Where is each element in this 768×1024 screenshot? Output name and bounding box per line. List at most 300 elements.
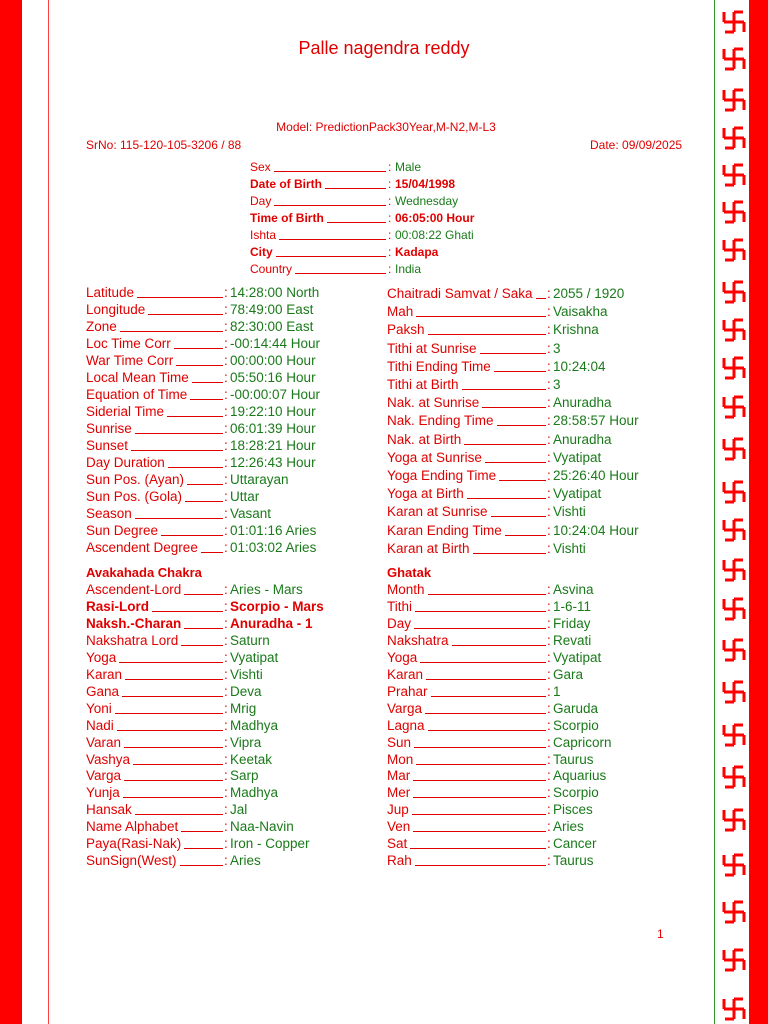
separator: :: [224, 523, 228, 538]
separator: :: [224, 802, 228, 818]
leader-line: [327, 222, 386, 223]
separator: :: [547, 768, 551, 784]
leader-line: [412, 814, 546, 815]
leader-line: [119, 662, 223, 663]
separator: :: [547, 819, 551, 835]
leader-line: [192, 382, 223, 383]
birth-detail-value: India: [395, 262, 422, 276]
row-label: Mar: [387, 768, 411, 784]
leader-line: [187, 484, 223, 485]
leader-line: [467, 498, 546, 499]
row-value: 3: [553, 340, 561, 356]
separator: :: [224, 615, 228, 631]
row-value: Uttarayan: [230, 472, 289, 487]
row-label: Rasi-Lord: [86, 598, 150, 614]
row-value: Vishti: [230, 666, 263, 682]
leader-line: [117, 730, 223, 731]
row-label: War Time Corr: [86, 353, 174, 368]
leader-line: [180, 865, 223, 866]
leader-line: [428, 730, 546, 731]
swastika-icon: [722, 356, 746, 380]
leader-line: [428, 334, 546, 335]
leader-line: [161, 535, 223, 536]
separator: :: [547, 598, 551, 614]
swastika-icon: [722, 853, 746, 877]
row-value: Vyatipat: [553, 649, 602, 665]
row-label: Longitude: [86, 302, 146, 317]
swastika-icon: [722, 765, 746, 789]
row-label: Karan: [387, 666, 424, 682]
swastika-icon: [722, 558, 746, 582]
row-label: Yoga Ending Time: [387, 468, 497, 483]
row-value: Madhya: [230, 717, 279, 733]
leader-line: [124, 747, 223, 748]
separator: :: [547, 522, 551, 538]
row-value: Naa-Navin: [230, 819, 294, 835]
swastika-icon: [722, 723, 746, 747]
separator: :: [547, 717, 551, 733]
row-value: Gara: [553, 666, 584, 682]
row-value: Vipra: [230, 734, 262, 750]
row-label: Varga: [387, 700, 423, 716]
row-label: Nak. at Birth: [387, 431, 462, 447]
leader-line: [452, 645, 546, 646]
leader-line: [135, 433, 223, 434]
serial-number: SrNo: 115-120-105-3206 / 88: [86, 138, 242, 152]
row-value: 28:58:57 Hour: [553, 413, 639, 429]
separator: :: [547, 322, 551, 338]
leader-line: [115, 713, 223, 714]
row-label: Tithi Ending Time: [387, 358, 491, 374]
row-label: Ascendent-Lord: [86, 582, 182, 597]
row-value: Deva: [230, 683, 262, 699]
separator: :: [547, 649, 551, 665]
ghatak-heading: Ghatak: [387, 565, 432, 580]
swastika-icon: [722, 808, 746, 832]
separator: :: [224, 734, 228, 750]
separator: :: [224, 438, 228, 453]
separator: :: [224, 455, 228, 470]
row-value: Pisces: [553, 802, 593, 818]
row-label: Sun Degree: [86, 523, 159, 538]
row-label: Paya(Rasi-Nak): [86, 836, 182, 852]
swastika-icon: [722, 437, 746, 461]
leader-line: [181, 645, 223, 646]
leader-line: [413, 797, 546, 798]
leader-line: [133, 764, 223, 765]
row-value: Taurus: [553, 751, 594, 767]
separator: :: [224, 319, 228, 334]
separator: :: [547, 358, 551, 374]
row-value: 01:01:16 Aries: [230, 523, 317, 538]
swastika-icon: [722, 900, 746, 924]
separator: :: [224, 751, 228, 767]
row-label: Varga: [86, 768, 122, 784]
row-label: Rah: [387, 853, 412, 869]
row-label: SunSign(West): [86, 853, 177, 869]
birth-detail-label: Country: [250, 262, 293, 276]
separator: :: [224, 836, 228, 852]
separator: :: [547, 836, 551, 852]
row-label: Karan: [86, 666, 123, 682]
report-date: Date: 09/09/2025: [590, 138, 683, 152]
row-value: 1: [553, 683, 561, 699]
row-value: Vishti: [553, 540, 586, 556]
leader-line: [184, 594, 223, 595]
separator: :: [547, 666, 551, 682]
separator: :: [224, 421, 228, 436]
row-label: Hansak: [86, 802, 132, 818]
separator: :: [547, 540, 551, 556]
separator: :: [547, 615, 551, 631]
separator: :: [224, 666, 228, 682]
birth-detail-value: 00:08:22 Ghati: [395, 228, 474, 242]
right-red-border: [749, 0, 768, 1024]
row-value: Asvina: [553, 582, 594, 597]
separator: :: [547, 377, 551, 392]
row-value: Anuradha: [553, 431, 612, 447]
separator: :: [388, 194, 392, 208]
swastika-icon: [722, 680, 746, 704]
row-label: Sun: [387, 734, 412, 750]
leader-line: [137, 297, 223, 298]
birth-detail-label: City: [250, 245, 273, 259]
leader-line: [413, 780, 546, 781]
separator: :: [547, 340, 551, 356]
row-label: Mer: [387, 785, 411, 801]
row-value: -00:14:44 Hour: [230, 336, 321, 351]
leader-line: [414, 747, 546, 748]
row-label: Karan Ending Time: [387, 522, 502, 538]
row-value: Aries: [230, 853, 261, 869]
leader-line: [120, 331, 223, 332]
row-label: Naksh.-Charan: [86, 615, 182, 631]
separator: :: [547, 700, 551, 716]
leader-line: [124, 780, 223, 781]
separator: :: [224, 336, 228, 351]
row-label: Karan at Sunrise: [387, 504, 488, 520]
row-label: Mon: [387, 751, 414, 767]
row-value: Madhya: [230, 785, 279, 801]
row-value: Garuda: [553, 700, 599, 716]
separator: :: [388, 228, 392, 242]
swastika-icon: [722, 638, 746, 662]
separator: :: [224, 404, 228, 419]
page-title: Palle nagendra reddy: [298, 38, 470, 58]
border-symbol-column: [722, 0, 748, 1024]
leader-line: [131, 450, 223, 451]
row-label: Chaitradi Samvat / Saka: [387, 286, 533, 301]
separator: :: [224, 370, 228, 385]
swastika-icon: [722, 88, 746, 112]
separator: :: [547, 431, 551, 447]
leader-line: [485, 462, 546, 463]
row-value: 10:24:04: [553, 358, 606, 374]
leader-line: [473, 553, 546, 554]
separator: :: [388, 262, 392, 276]
row-label: Vashya: [86, 751, 131, 767]
row-value: Scorpio: [553, 717, 599, 733]
row-label: Nakshatra: [387, 632, 449, 648]
birth-detail-value: Male: [395, 160, 422, 174]
row-value: 01:03:02 Aries: [230, 540, 317, 555]
row-value: 1-6-11: [553, 598, 592, 614]
separator: :: [224, 489, 228, 504]
separator: :: [224, 717, 228, 733]
row-value: Aquarius: [553, 768, 607, 784]
separator: :: [224, 506, 228, 521]
row-value: 78:49:00 East: [230, 302, 314, 317]
row-label: Varan: [86, 734, 122, 750]
left-margin-line: [48, 0, 49, 1024]
row-value: Uttar: [230, 489, 260, 504]
row-value: Mrig: [230, 700, 257, 716]
leader-line: [181, 831, 223, 832]
row-label: Sunset: [86, 438, 129, 453]
birth-detail-value: 15/04/1998: [395, 177, 456, 191]
row-label: Prahar: [387, 683, 428, 699]
avakahada-heading: Avakahada Chakra: [86, 565, 202, 580]
row-label: Day Duration: [86, 455, 165, 470]
birth-detail-label: Sex: [250, 160, 271, 174]
row-value: Anuradha - 1: [230, 615, 313, 631]
leader-line: [415, 611, 546, 612]
leader-line: [167, 416, 223, 417]
swastika-icon: [722, 518, 746, 542]
row-label: Latitude: [86, 285, 135, 300]
leader-line: [274, 205, 386, 206]
birth-detail-value: Wednesday: [395, 194, 459, 208]
leader-line: [185, 501, 223, 502]
row-value: Scorpio: [553, 785, 599, 801]
row-value: Vishti: [553, 504, 586, 520]
leader-line: [505, 535, 546, 536]
leader-line: [494, 371, 546, 372]
row-value: Vaisakha: [553, 304, 608, 320]
row-value: Iron - Copper: [230, 836, 310, 852]
separator: :: [224, 853, 228, 869]
leader-line: [428, 594, 546, 595]
row-value: Vyatipat: [553, 449, 602, 465]
separator: :: [224, 768, 228, 784]
row-value: Saturn: [230, 632, 270, 648]
separator: :: [388, 245, 392, 259]
birth-detail-label: Time of Birth: [250, 211, 324, 225]
row-value: 2055 / 1920: [553, 286, 625, 301]
row-label: Sun Pos. (Gola): [86, 489, 183, 504]
row-value: Vyatipat: [230, 649, 279, 665]
separator: :: [388, 177, 392, 191]
leader-line: [536, 298, 546, 299]
model-line: Model: PredictionPack30Year,M-N2,M-L3: [276, 120, 496, 134]
separator: :: [224, 785, 228, 801]
swastika-icon: [722, 997, 746, 1021]
leader-line: [122, 696, 223, 697]
page-number: 1: [657, 927, 664, 941]
row-label: Lagna: [387, 717, 425, 733]
swastika-icon: [722, 395, 746, 419]
separator: :: [224, 285, 228, 300]
row-label: Yoga at Birth: [387, 486, 464, 502]
row-label: Yoga: [86, 649, 117, 665]
leader-line: [276, 256, 386, 257]
separator: :: [547, 449, 551, 465]
separator: :: [224, 632, 228, 648]
leader-line: [190, 399, 223, 400]
row-label: Sat: [387, 836, 408, 852]
leader-line: [482, 407, 546, 408]
separator: :: [388, 160, 392, 174]
row-value: 19:22:10 Hour: [230, 404, 316, 419]
row-value: 10:24:04 Hour: [553, 522, 639, 538]
leader-line: [279, 239, 386, 240]
separator: :: [224, 649, 228, 665]
leader-line: [168, 467, 223, 468]
swastika-icon: [722, 480, 746, 504]
separator: :: [547, 486, 551, 502]
row-value: 82:30:00 East: [230, 319, 314, 334]
swastika-icon: [722, 948, 746, 972]
leader-line: [123, 797, 223, 798]
separator: :: [547, 751, 551, 767]
swastika-icon: [722, 280, 746, 304]
row-label: Month: [387, 582, 425, 597]
leader-line: [295, 273, 386, 274]
leader-line: [426, 679, 546, 680]
leader-line: [174, 348, 223, 349]
separator: :: [547, 853, 551, 869]
swastika-icon: [722, 597, 746, 621]
row-value: 06:01:39 Hour: [230, 421, 316, 436]
birth-detail-label: Day: [250, 194, 272, 208]
separator: :: [224, 582, 228, 597]
swastika-icon: [722, 200, 746, 224]
row-label: Equation of Time: [86, 387, 188, 402]
separator: :: [547, 582, 551, 597]
row-value: 05:50:16 Hour: [230, 370, 316, 385]
row-value: Revati: [553, 632, 592, 648]
row-label: Nak. Ending Time: [387, 413, 494, 429]
leader-line: [201, 552, 223, 553]
row-label: Siderial Time: [86, 404, 165, 419]
row-value: 00:00:00 Hour: [230, 353, 316, 368]
leader-line: [425, 713, 546, 714]
row-value: Vasant: [230, 506, 272, 521]
row-label: Yunja: [86, 785, 120, 801]
birth-detail-value: Kadapa: [395, 245, 439, 259]
row-label: Jup: [387, 802, 409, 818]
leader-line: [420, 662, 546, 663]
row-label: Season: [86, 506, 132, 521]
leader-line: [431, 696, 546, 697]
birth-detail-label: Ishta: [250, 228, 277, 242]
separator: :: [547, 413, 551, 429]
leader-line: [491, 516, 546, 517]
row-value: Scorpio - Mars: [230, 598, 324, 614]
row-label: Tithi at Birth: [387, 377, 459, 392]
separator: :: [224, 472, 228, 487]
leader-line: [135, 814, 223, 815]
leader-line: [274, 171, 386, 172]
row-label: Tithi at Sunrise: [387, 340, 477, 356]
row-label: Loc Time Corr: [86, 336, 171, 351]
row-value: Taurus: [553, 853, 594, 869]
separator: :: [547, 468, 551, 483]
leader-line: [414, 628, 546, 629]
row-value: Keetak: [230, 751, 273, 767]
leader-line: [499, 480, 546, 481]
leader-line: [497, 425, 546, 426]
row-value: 25:26:40 Hour: [553, 468, 639, 483]
swastika-icon: [722, 10, 746, 34]
swastika-icon: [722, 238, 746, 262]
row-label: Tithi: [387, 598, 413, 614]
row-label: Zone: [86, 319, 117, 334]
leader-line: [125, 679, 223, 680]
row-label: Nakshatra Lord: [86, 632, 179, 648]
row-value: Vyatipat: [553, 486, 602, 502]
right-green-line: [714, 0, 715, 1024]
leader-line: [152, 611, 223, 612]
row-value: Sarp: [230, 768, 259, 784]
separator: :: [547, 632, 551, 648]
row-label: Sun Pos. (Ayan): [86, 472, 185, 487]
birth-detail-value: 06:05:00 Hour: [395, 211, 475, 225]
swastika-icon: [722, 318, 746, 342]
row-value: Friday: [553, 615, 591, 631]
leader-line: [415, 865, 546, 866]
row-value: -00:00:07 Hour: [230, 387, 321, 402]
row-label: Yoga: [387, 649, 418, 665]
leader-line: [184, 628, 223, 629]
row-label: Karan at Birth: [387, 540, 470, 556]
leader-line: [416, 764, 546, 765]
row-label: Local Mean Time: [86, 370, 189, 385]
separator: :: [547, 304, 551, 320]
row-label: Yoga at Sunrise: [387, 449, 482, 465]
row-value: Aries - Mars: [230, 582, 303, 597]
leader-line: [184, 848, 223, 849]
leader-line: [325, 188, 386, 189]
row-label: Mah: [387, 304, 414, 320]
swastika-icon: [722, 163, 746, 187]
row-value: 14:28:00 North: [230, 285, 320, 300]
row-label: Nadi: [86, 717, 114, 733]
row-label: Name Alphabet: [86, 819, 179, 835]
row-label: Gana: [86, 683, 120, 699]
leader-line: [135, 518, 223, 519]
birth-detail-label: Date of Birth: [250, 177, 322, 191]
separator: :: [547, 785, 551, 801]
leader-line: [480, 353, 546, 354]
leader-line: [148, 314, 223, 315]
leader-line: [464, 444, 546, 445]
row-value: Krishna: [553, 322, 599, 338]
separator: :: [547, 734, 551, 750]
row-label: Day: [387, 615, 412, 631]
separator: :: [224, 302, 228, 317]
row-value: 12:26:43 Hour: [230, 455, 316, 470]
leader-line: [176, 365, 223, 366]
left-red-border: [0, 0, 22, 1024]
row-label: Ascendent Degree: [86, 540, 198, 555]
row-value: 3: [553, 377, 561, 392]
separator: :: [388, 211, 392, 225]
row-value: Capricorn: [553, 734, 612, 750]
separator: :: [547, 802, 551, 818]
row-label: Ven: [387, 819, 411, 835]
leader-line: [416, 316, 546, 317]
